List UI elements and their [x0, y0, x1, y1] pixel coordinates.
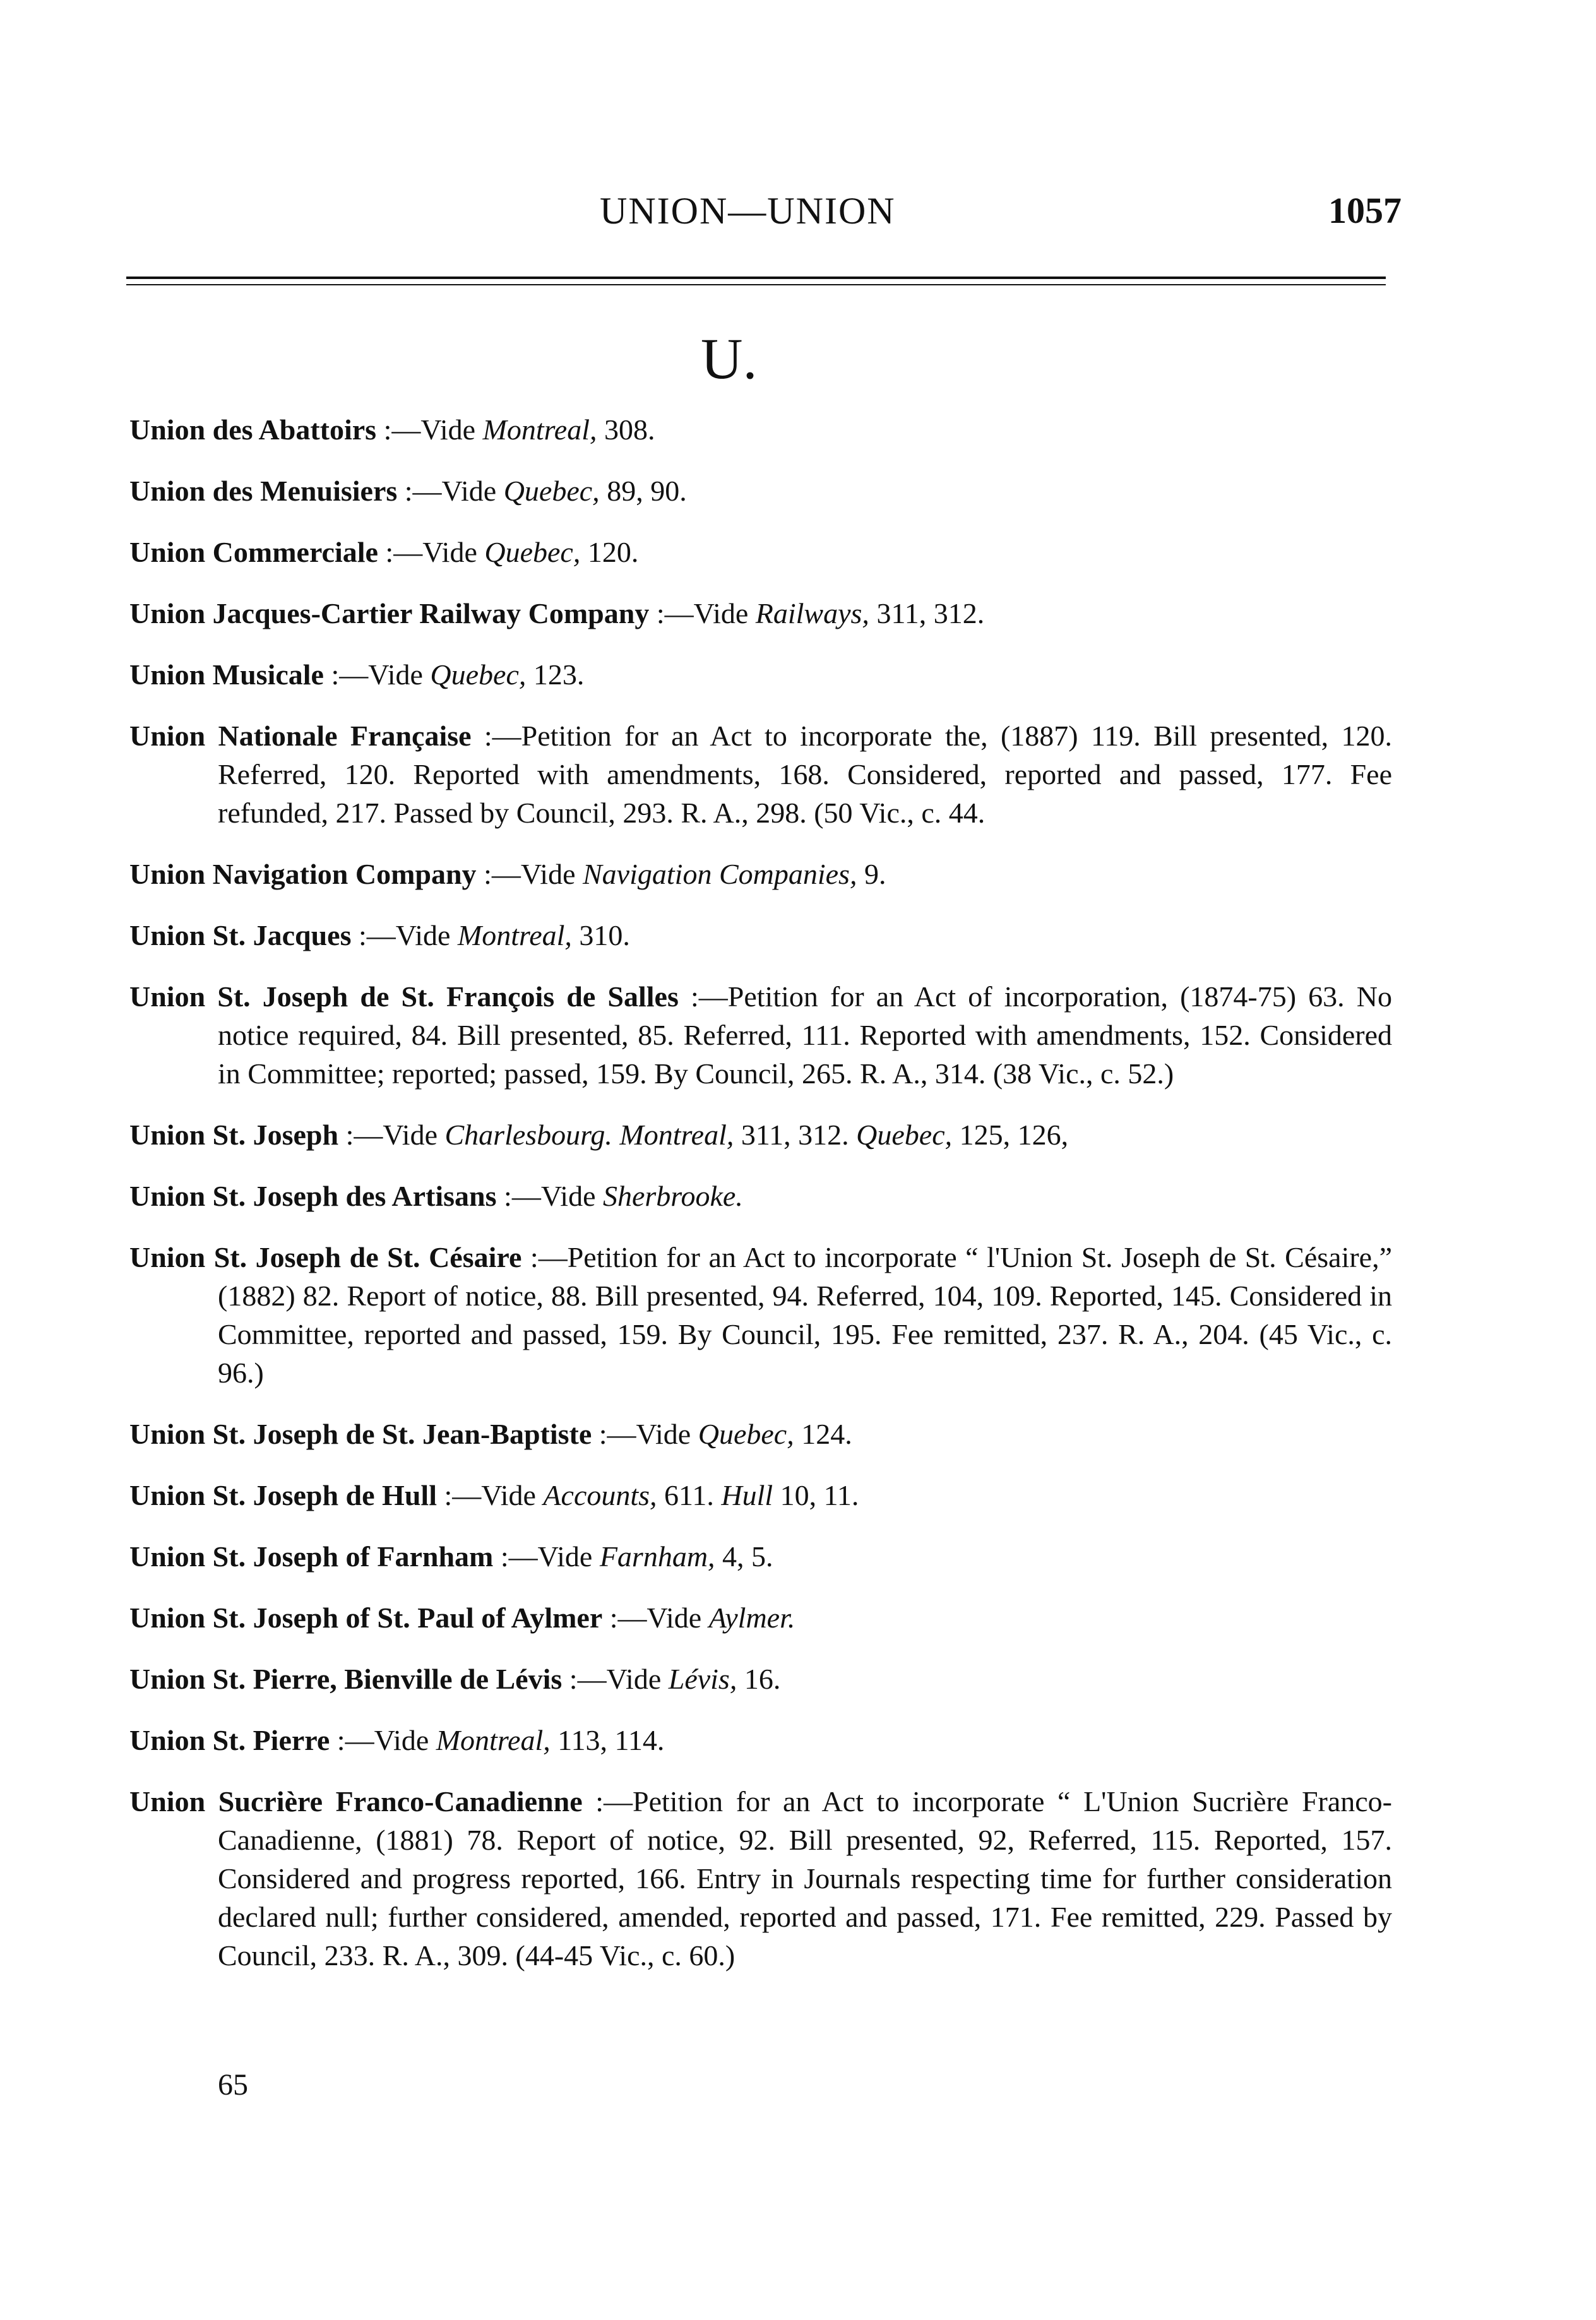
- entry-reference: Lévis,: [668, 1663, 737, 1695]
- index-entry: [129, 1115, 1392, 1154]
- index-entry: [129, 655, 1392, 694]
- entry-heading: Union St. Joseph de St. François de Salles: [129, 980, 679, 1013]
- header-rule-thin: [126, 284, 1386, 285]
- entry-reference: Aylmer.: [708, 1602, 795, 1634]
- entry-text: 10, 11.: [773, 1479, 859, 1511]
- signature-folio: 65: [218, 2068, 248, 2102]
- index-entry: [129, 1660, 1392, 1698]
- entry-separator: :—: [678, 980, 728, 1013]
- entry-heading: Union St. Joseph of Farnham: [129, 1540, 494, 1573]
- entry-separator: :—Vide: [436, 1479, 544, 1511]
- entry-separator: :—Vide: [351, 919, 458, 951]
- index-entry: [129, 1476, 1392, 1514]
- entry-separator: :—: [471, 720, 521, 752]
- entry-text: 4, 5.: [715, 1540, 773, 1573]
- index-entry: [129, 1415, 1392, 1453]
- entry-text: 120.: [580, 536, 639, 568]
- entry-heading: Union St. Pierre: [129, 1724, 330, 1756]
- entry-text: 311, 312.: [869, 597, 985, 629]
- entry-reference: Accounts,: [543, 1479, 657, 1511]
- entry-reference: Montreal,: [482, 413, 597, 446]
- entry-separator: :—Vide: [376, 413, 483, 446]
- section-letter: U.: [701, 326, 758, 391]
- entry-heading: Union Navigation Company: [129, 858, 477, 890]
- entry-heading: Union Nationale Française: [129, 720, 472, 752]
- index-entry: [129, 594, 1392, 633]
- entry-heading: Union St. Joseph de St. Jean-Baptiste: [129, 1418, 592, 1450]
- entry-heading: Union des Menuisiers: [129, 475, 398, 507]
- entry-separator: :—Vide: [602, 1602, 709, 1634]
- entry-text: 308.: [597, 413, 655, 446]
- entry-reference: Quebec,: [698, 1418, 794, 1450]
- entry-text: 311, 312.: [734, 1119, 857, 1151]
- index-entry: [129, 1598, 1392, 1637]
- entry-text: 123.: [526, 658, 585, 691]
- entry-reference: Quebec,: [430, 658, 527, 691]
- entry-reference: Montreal,: [457, 919, 572, 951]
- entry-reference: Quebec,: [484, 536, 581, 568]
- entry-heading: Union St. Joseph: [129, 1119, 339, 1151]
- header-rule-thick: [126, 277, 1386, 279]
- entry-separator: :—Vide: [496, 1180, 603, 1212]
- index-entries: [129, 410, 1392, 1997]
- index-entry: [129, 1238, 1392, 1392]
- entry-text: Petition for an Act to incorporate “ L'Union Sucrière Franco-Canadienne, (1881) 78. Report of notice, 92. Bill presented, 92, Referred, 115. Reported, 157. Considered and progress reported, 166. Entry in Journals respecting time for further consideration declared null; further considered, amended, reported and passed, 171. Fee remitted, 229. Passed by Council, 233. R. A., 309. (44-45 Vic., c. 60.): [218, 1785, 1392, 1972]
- entry-heading: Union des Abattoirs: [129, 413, 377, 446]
- entry-reference: Sherbrooke.: [602, 1180, 743, 1212]
- entry-heading: Union St. Jacques: [129, 919, 352, 951]
- entry-separator: :—: [582, 1785, 633, 1817]
- entry-heading: Union St. Joseph des Artisans: [129, 1180, 497, 1212]
- entry-text: 124.: [794, 1418, 852, 1450]
- entry-reference: Hull: [721, 1479, 773, 1511]
- entry-separator: :—Vide: [476, 858, 583, 890]
- entry-reference: Quebec,: [503, 475, 600, 507]
- index-entry: [129, 410, 1392, 449]
- entry-heading: Union Musicale: [129, 658, 324, 691]
- index-entry: [129, 533, 1392, 571]
- entry-reference: Montreal,: [436, 1724, 551, 1756]
- entry-text: 113, 114.: [550, 1724, 665, 1756]
- entry-separator: :—Vide: [649, 597, 756, 629]
- entry-heading: Union St. Joseph of St. Paul of Aylmer: [129, 1602, 603, 1634]
- entry-text: Petition for an Act to incorporate “ l'Union St. Joseph de St. Césaire,” (1882) 82. Report of notice, 88. Bill presented, 94. Referred, 104, 109. Reported, 145. Considered in Committee, reported and passed, 159. By Council, 195. Fee remitted, 237. R. A., 204. (45 Vic., c. 96.): [218, 1241, 1393, 1389]
- entry-text: 611.: [657, 1479, 722, 1511]
- entry-reference: Charlesbourg. Montreal,: [444, 1119, 734, 1151]
- entry-separator: :—Vide: [330, 1724, 436, 1756]
- entry-heading: Union St. Pierre, Bienville de Lévis: [129, 1663, 563, 1695]
- entry-heading: Union Sucrière Franco-Canadienne: [129, 1785, 583, 1817]
- entry-separator: :—Vide: [397, 475, 504, 507]
- entry-text: 16.: [737, 1663, 781, 1695]
- entry-separator: :—: [521, 1241, 568, 1273]
- index-entry: [129, 1177, 1392, 1215]
- index-entry: [129, 916, 1392, 955]
- running-head: [126, 189, 1402, 246]
- index-entry: [129, 855, 1392, 893]
- entry-reference: Navigation Companies,: [583, 858, 857, 890]
- index-entry: [129, 472, 1392, 510]
- entry-separator: :—Vide: [493, 1540, 600, 1573]
- entry-separator: :—Vide: [338, 1119, 445, 1151]
- entry-text: 9.: [857, 858, 886, 890]
- index-entry: [129, 977, 1392, 1093]
- entry-heading: Union Commerciale: [129, 536, 378, 568]
- index-entry: [129, 1537, 1392, 1576]
- entry-reference: Quebec,: [856, 1119, 953, 1151]
- running-title: UNION—UNION: [600, 190, 896, 232]
- index-entry: [129, 1782, 1392, 1975]
- entry-text: Petition for an Act to incorporate the, (1887) 119. Bill presented, 120. Referred, 120. Reported with amendments, 168. Considered, reported and passed, 177. Fee refunded, 217. Passed by Council, 293. R. A., 298. (50 Vic., c. 44.: [218, 720, 1393, 829]
- index-entry: [129, 717, 1392, 832]
- index-entry: [129, 1721, 1392, 1759]
- entry-heading: Union Jacques-Cartier Railway Company: [129, 597, 650, 629]
- entry-separator: :—Vide: [323, 658, 431, 691]
- entry-separator: :—Vide: [562, 1663, 669, 1695]
- entry-heading: Union St. Joseph de Hull: [129, 1479, 437, 1511]
- entry-reference: Farnham,: [599, 1540, 715, 1573]
- entry-text: 310.: [571, 919, 630, 951]
- entry-reference: Railways,: [755, 597, 869, 629]
- entry-text: Petition for an Act of incorporation, (1874-75) 63. No notice required, 84. Bill presented, 85. Referred, 111. Reported with amendments, 152. Considered in Committee; reported; passed, 159. By Council, 265. R. A., 314. (38 Vic., c. 52.): [218, 980, 1392, 1090]
- entry-heading: Union St. Joseph de St. Césaire: [129, 1241, 522, 1273]
- entry-separator: :—Vide: [592, 1418, 698, 1450]
- entry-text: 125, 126,: [952, 1119, 1069, 1151]
- entry-separator: :—Vide: [378, 536, 485, 568]
- entry-text: 89, 90.: [599, 475, 687, 507]
- page-number: 1057: [1328, 190, 1402, 231]
